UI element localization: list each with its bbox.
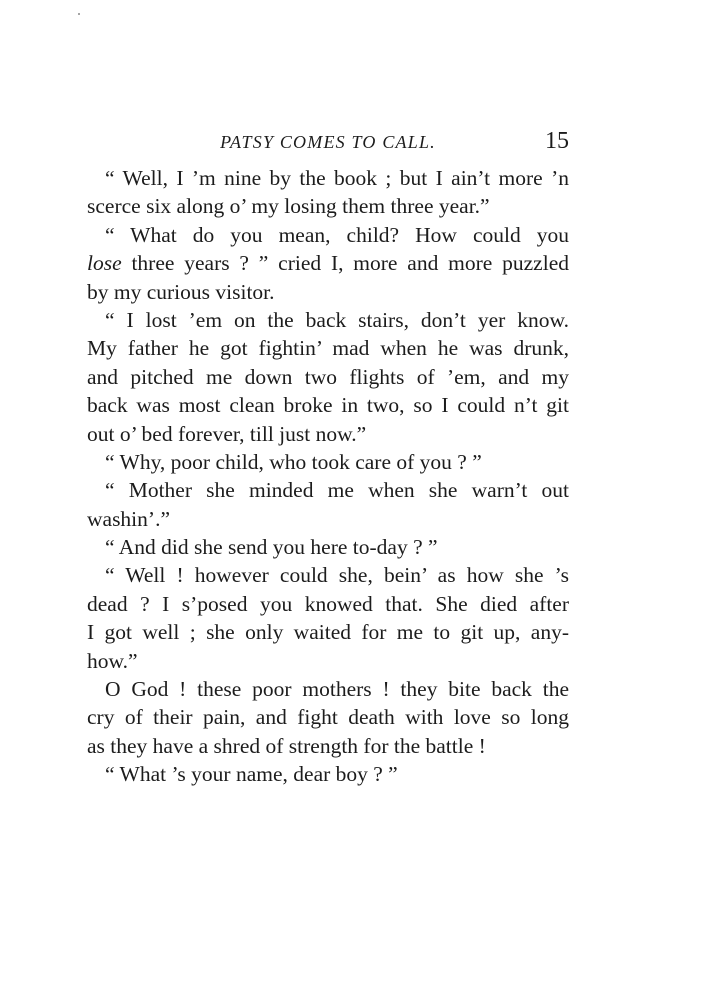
text-line: I got well ; she only waited for me to git up, any- xyxy=(87,620,569,645)
text-line: washin’.” xyxy=(87,506,170,531)
text-line: cry of their pain, and fight death with love so long xyxy=(87,705,569,730)
text-line: O God ! these poor mothers ! they bite back the xyxy=(105,677,569,702)
text-line: My father he got fightin’ mad when he was drunk, xyxy=(87,336,569,361)
text-line: as they have a shred of strength for the battle ! xyxy=(87,733,486,758)
paper-speck xyxy=(78,13,80,15)
line-text: three years ? ” cried I, more and more puzzled xyxy=(121,251,569,276)
text-line: “ What ’s your name, dear boy ? ” xyxy=(105,762,398,787)
text-line: “ Well ! however could she, bein’ as how she ’s xyxy=(105,563,569,588)
emphasis-word: lose xyxy=(87,251,122,276)
page-number: 15 xyxy=(545,128,569,154)
text-line: “ What do you mean, child? How could you xyxy=(105,222,569,247)
text-line: “ And did she send you here to-day ? ” xyxy=(105,535,438,560)
text-line: out o’ bed forever, till just now.” xyxy=(87,421,367,446)
body-text xyxy=(87,164,569,789)
text-line: “ Mother she minded me when she warn’t out xyxy=(105,478,569,503)
text-line xyxy=(87,249,569,277)
text-line: scerce six along o’ my losing them three year.” xyxy=(87,194,490,219)
text-line: dead ? I s’posed you knowed that. She died after xyxy=(87,591,569,616)
text-line: and pitched me down two flights of ’em, and my xyxy=(87,364,569,389)
text-line: by my curious visitor. xyxy=(87,279,275,304)
page-header xyxy=(87,128,569,158)
text-line: how.” xyxy=(87,648,138,673)
text-line: “ Well, I ’m nine by the book ; but I ain’t more ’n xyxy=(105,166,569,190)
text-line: back was most clean broke in two, so I could n’t git xyxy=(87,393,569,418)
text-line: “ Why, poor child, who took care of you ? ” xyxy=(105,449,482,474)
running-title: PATSY COMES TO CALL. xyxy=(220,132,436,152)
text-line: “ I lost ’em on the back stairs, don’t yer know. xyxy=(105,307,569,332)
